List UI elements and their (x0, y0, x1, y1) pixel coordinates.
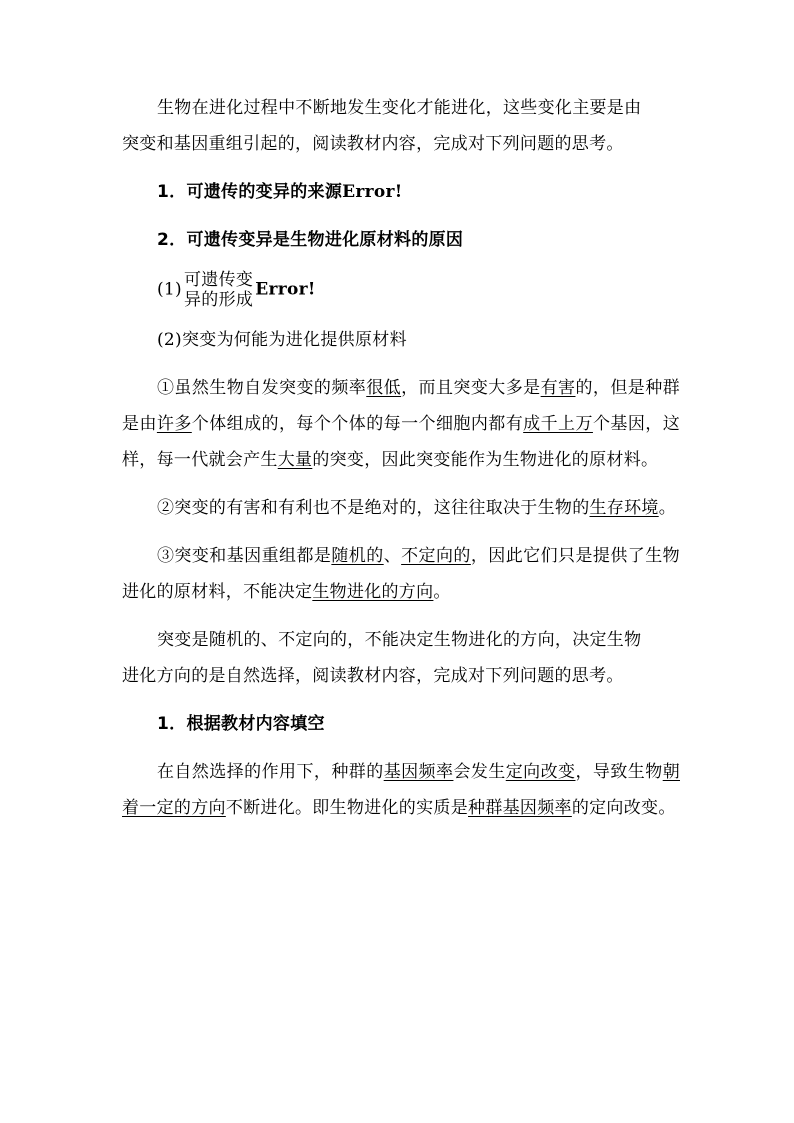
text-run: ①虽然生物自发突变的频率 (157, 378, 367, 398)
question-text: 可遗传的变异的来源 (186, 182, 343, 202)
stacked-label (184, 270, 253, 310)
question-number: 1． (157, 182, 187, 202)
question-number: 1． (157, 714, 187, 734)
error-text: Error! (255, 279, 316, 300)
text-run: ③突变和基因重组都是 (157, 546, 332, 566)
question-number: 2． (157, 230, 187, 250)
section1-question-1 (122, 174, 680, 210)
text-run: ，导致生物 (575, 762, 663, 782)
text-run: 的定向改变。 (571, 798, 676, 818)
text-run: ，而且突变大多是 (401, 378, 541, 398)
answer-blank: 生存环境 (589, 498, 659, 518)
answer-blank: 大量 (277, 450, 313, 470)
answer-blank: 成千上万 (523, 414, 593, 434)
intro-line: 突变和基因重组引起的，阅读教材内容，完成对下列问题的思考。 (122, 134, 624, 154)
section1-question-2-1 (122, 270, 680, 310)
answer-blank: 有害 (540, 378, 576, 398)
answer-blank: 定向改变 (505, 762, 576, 782)
error-text: Error! (342, 182, 403, 202)
answer-blank: 随机的 (331, 546, 384, 566)
intro-line: 进化方向的是自然选择，阅读教材内容，完成对下列问题的思考。 (122, 666, 624, 686)
answer-blank: 生物进化的方向 (312, 582, 434, 602)
section1-paragraph-3 (122, 538, 680, 610)
text-run: 个基因，这样，每一代就会产生 (122, 414, 681, 470)
subquestion-number: (2) (157, 330, 182, 350)
text-run: 的，但是种群是由 (122, 378, 680, 434)
section2-paragraph-1 (122, 754, 680, 826)
section1-paragraph-1 (122, 370, 680, 478)
section1-question-2 (122, 222, 680, 258)
answer-blank: 很低 (366, 378, 402, 398)
answer-blank: 种群基因频率 (468, 798, 572, 818)
section1-intro (122, 90, 680, 162)
text-run: 会发生 (453, 762, 506, 782)
answer-blank: 朝着一定的方向 (122, 762, 680, 818)
subquestion-text: 突变为何能为进化提供原材料 (181, 330, 407, 350)
stacked-label-bottom: 异的形成 (183, 290, 254, 310)
answer-blank: 许多 (156, 414, 192, 434)
text-run: 不断进化。即生物进化的实质是 (225, 798, 469, 818)
intro-line: 生物在进化过程中不断地发生变化才能进化，这些变化主要是由 (157, 98, 642, 118)
document-body (122, 90, 680, 826)
section2-question-1 (122, 706, 680, 742)
text-run: 在自然选择的作用下，种群的 (157, 762, 384, 782)
intro-line: 突变是随机的、不定向的，不能决定生物进化的方向，决定生物 (157, 630, 642, 650)
text-run: 。 (658, 498, 677, 518)
stacked-label-top: 可遗传变 (183, 270, 254, 290)
text-run: 、 (383, 546, 402, 566)
question-text: 根据教材内容填空 (186, 714, 325, 734)
text-run: 。 (433, 582, 451, 602)
section1-question-2-2 (122, 322, 680, 358)
subquestion-number: (1) (157, 279, 182, 300)
section2-intro (122, 622, 680, 694)
question-text: 可遗传变异是生物进化原材料的原因 (186, 230, 464, 250)
text-run: 个体组成的，每个个体的每一个细胞内都有 (191, 414, 524, 434)
answer-blank: 基因频率 (383, 762, 454, 782)
section1-paragraph-2 (122, 490, 680, 526)
answer-blank: 不定向的 (401, 546, 471, 566)
text-run: 的突变，因此突变能作为生物进化的原材料。 (312, 450, 659, 470)
text-run: ②突变的有害和有利也不是绝对的，这往往取决于生物的 (157, 498, 590, 518)
text-run: ，因此它们只是提供了生物进化的原材料，不能决定 (122, 546, 680, 602)
